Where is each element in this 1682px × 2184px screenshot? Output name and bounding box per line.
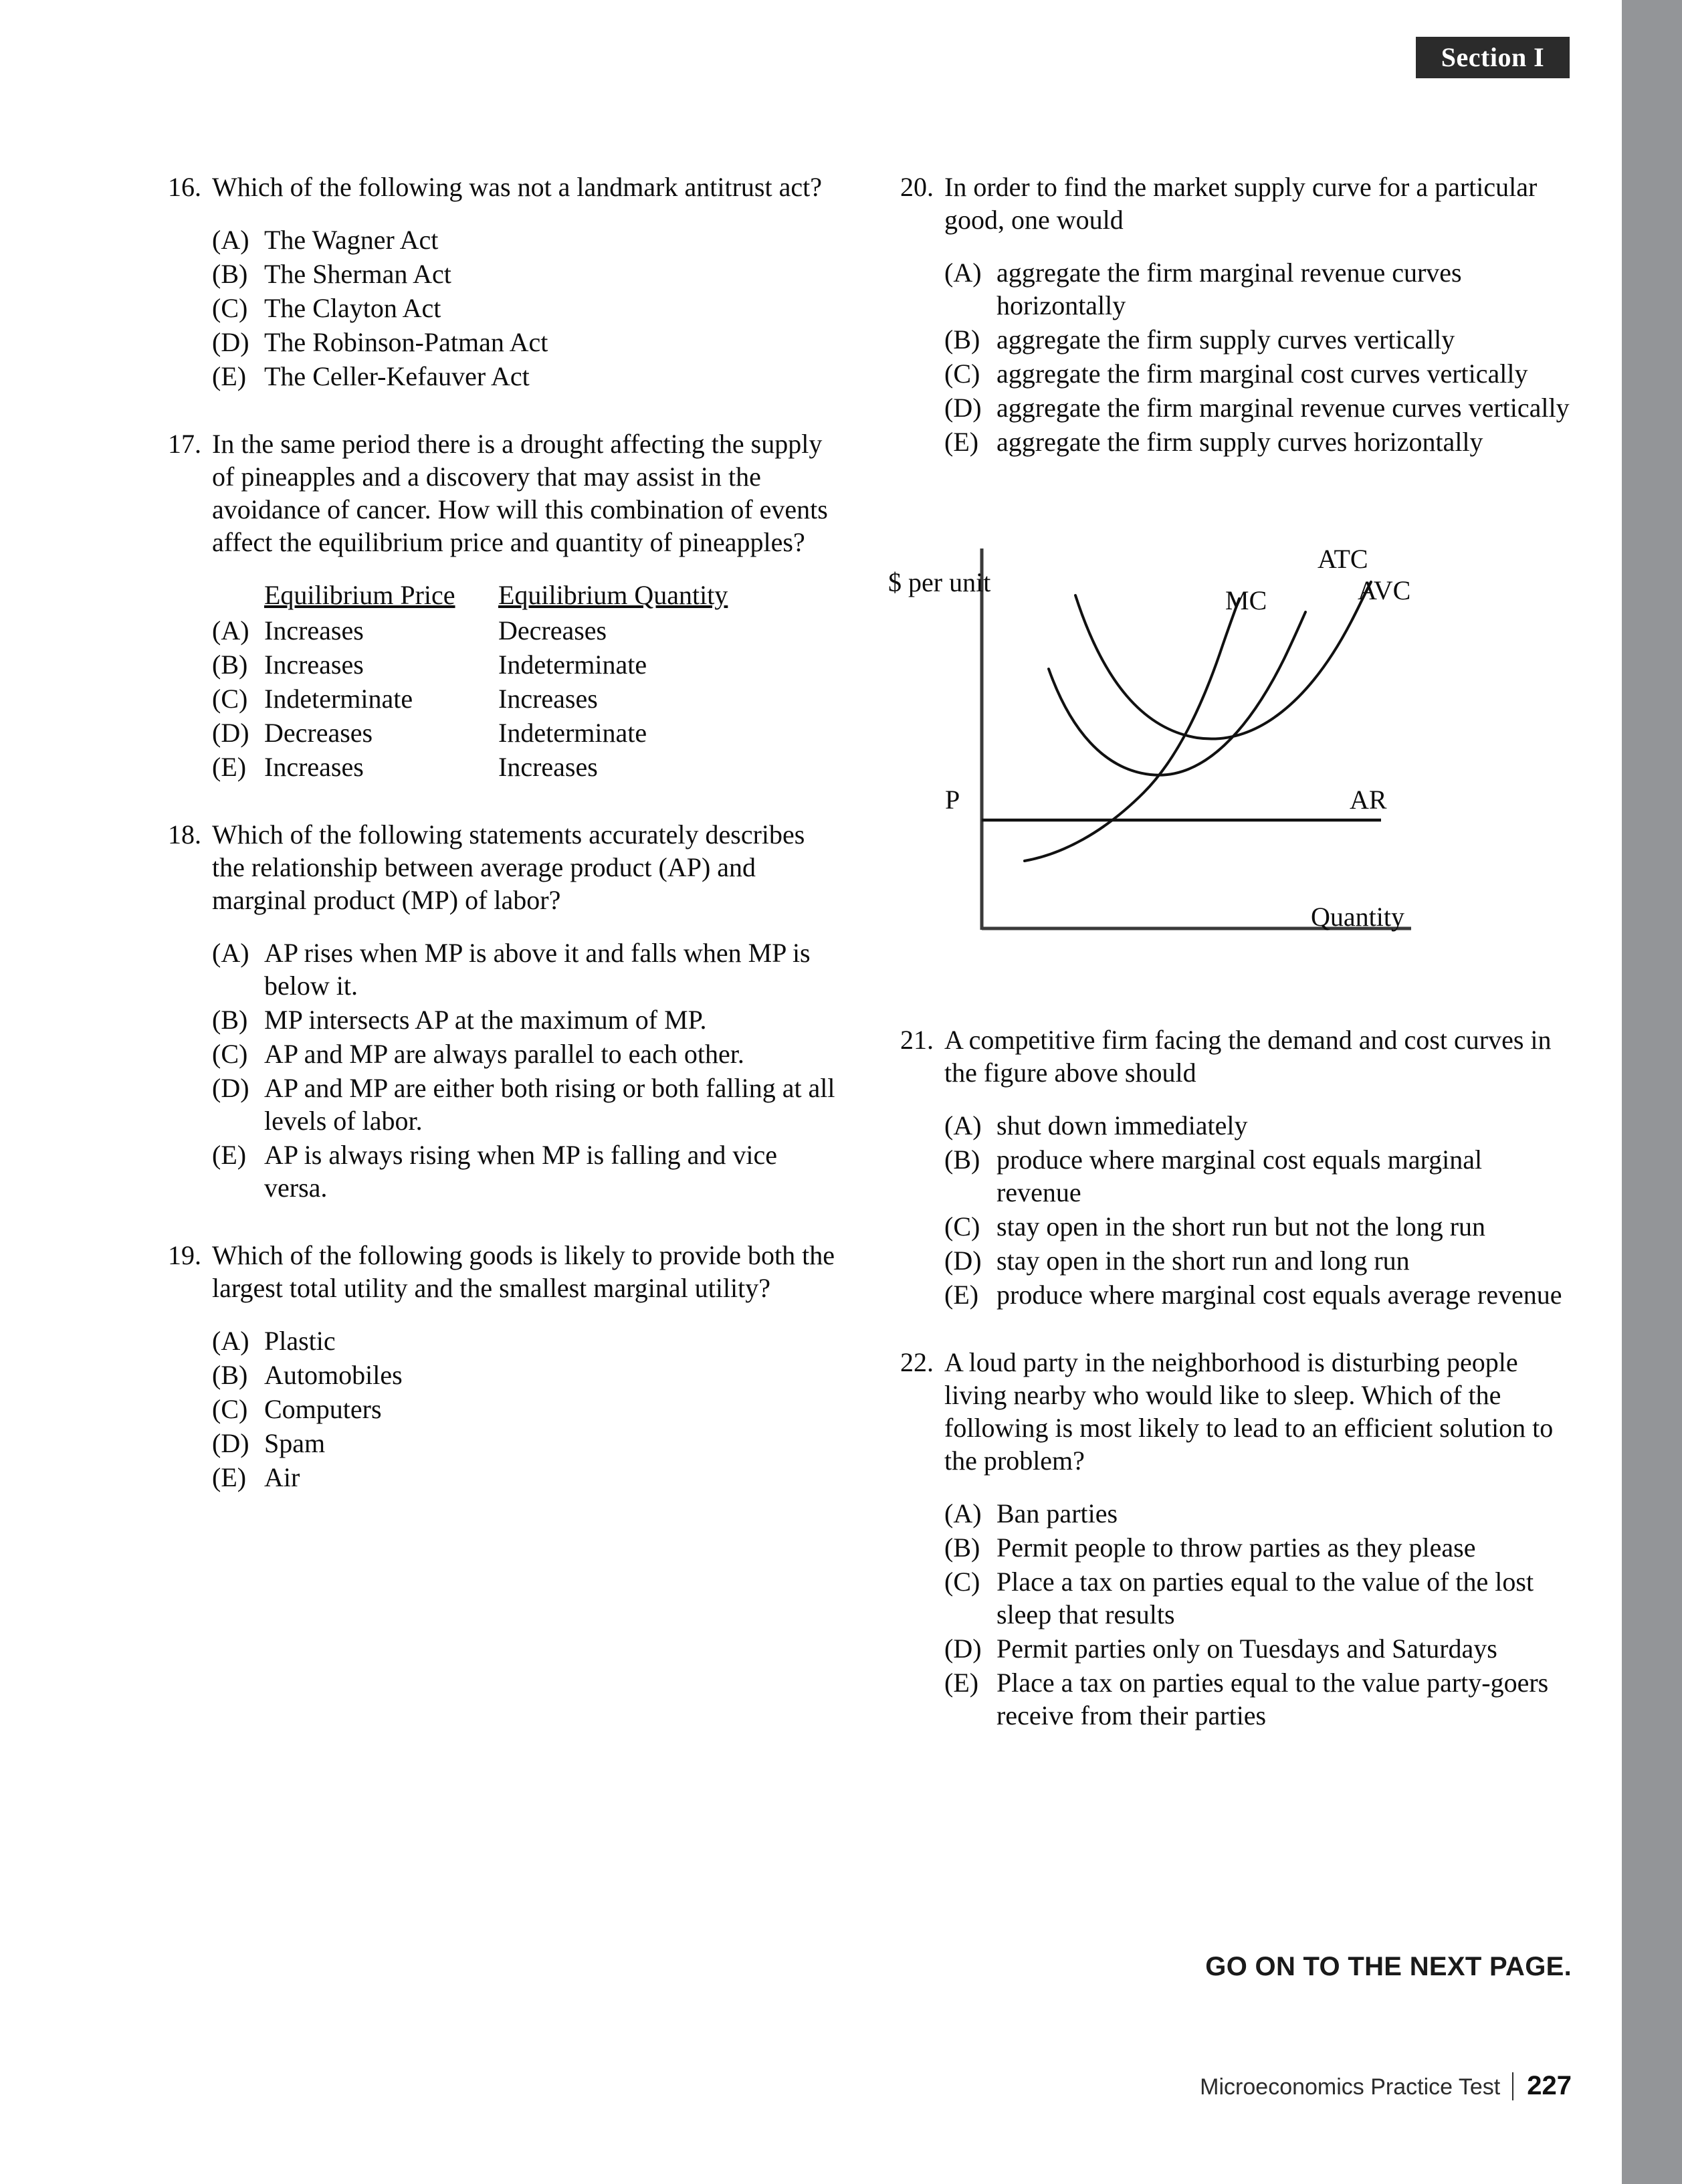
question-20 — [889, 171, 1572, 458]
question-text: Which of the following was not a landmark antitrust act? — [212, 172, 822, 202]
choice-text: Spam — [264, 1428, 326, 1458]
choice-price: Indeterminate — [264, 684, 413, 714]
choice-letter: (B) — [212, 1005, 248, 1035]
choice-letter: (E) — [212, 361, 247, 391]
choice-option[interactable] — [212, 751, 839, 783]
choice-option[interactable] — [212, 682, 839, 715]
choice-text: produce where marginal cost equals marginal revenue — [996, 1145, 1483, 1207]
choice-text: AP is always rising when MP is falling and vice versa. — [264, 1140, 777, 1203]
book-title: Microeconomics Practice Test — [1200, 2074, 1501, 2100]
choice-price: Decreases — [264, 718, 373, 748]
choice-letter: (B) — [944, 1145, 980, 1175]
choice-option[interactable] — [212, 1427, 839, 1460]
section-badge: Section I — [1416, 37, 1570, 78]
choice-list — [889, 1497, 1572, 1732]
choice-letter: (B) — [212, 1360, 248, 1390]
choice-option[interactable] — [212, 1072, 839, 1137]
choice-option[interactable] — [212, 1393, 839, 1425]
choice-text: Ban parties — [996, 1498, 1118, 1528]
choice-option[interactable] — [944, 256, 1572, 322]
choice-option[interactable] — [212, 1359, 839, 1391]
x-axis-label: Quantity — [1311, 902, 1404, 932]
choice-text: The Celler-Kefauver Act — [264, 361, 530, 391]
choice-letter: (A) — [212, 225, 249, 255]
choice-option[interactable] — [944, 1565, 1572, 1631]
question-16 — [157, 171, 839, 393]
choice-letter: (C) — [212, 1039, 248, 1069]
page-footer — [889, 2071, 1572, 2101]
question-number: 19. — [168, 1240, 201, 1270]
choice-text: Air — [264, 1462, 300, 1492]
choice-letter: (A) — [212, 615, 249, 646]
choice-option[interactable] — [212, 326, 839, 359]
choice-text: aggregate the firm marginal cost curves vertically — [996, 359, 1528, 389]
question-stem — [889, 1346, 1572, 1477]
right-column-top — [889, 171, 1572, 493]
question-18 — [157, 818, 839, 1204]
choice-letter: (C) — [944, 359, 980, 389]
choice-text: AP and MP are always parallel to each other. — [264, 1039, 744, 1069]
question-text: Which of the following goods is likely to provide both the largest total utility and the smallest marginal utility? — [212, 1240, 835, 1303]
question-number: 16. — [168, 172, 201, 202]
choice-letter: (A) — [944, 1110, 982, 1140]
choice-quantity: Indeterminate — [498, 650, 647, 680]
cost-curves-figure — [883, 528, 1592, 963]
choice-option[interactable] — [212, 936, 839, 1002]
choice-option[interactable] — [212, 1461, 839, 1494]
choice-list — [157, 1324, 839, 1494]
choice-letter: (E) — [944, 427, 979, 457]
choice-price: Increases — [264, 615, 364, 646]
choice-text: Permit people to throw parties as they please — [996, 1532, 1476, 1563]
choice-option[interactable] — [944, 425, 1572, 458]
choice-option[interactable] — [212, 1138, 839, 1204]
choice-text: stay open in the short run and long run — [996, 1246, 1410, 1276]
choice-option[interactable] — [944, 1632, 1572, 1665]
choice-option[interactable] — [944, 323, 1572, 356]
question-text: A competitive firm facing the demand and cost curves in the figure above should — [944, 1025, 1552, 1088]
question-17 — [157, 427, 839, 783]
question-text: In order to find the market supply curve for a particular good, one would — [944, 172, 1538, 235]
choice-letter: (E) — [212, 752, 247, 782]
question-19 — [157, 1239, 839, 1494]
choice-option[interactable] — [212, 1037, 839, 1070]
question-text: In the same period there is a drought affecting the supply of pineapples and a discovery that may assist in the avoidance of cancer. How will this combination of events affect the equilibrium price and quantity of pineapples? — [212, 429, 828, 557]
choice-option[interactable] — [212, 1324, 839, 1357]
choice-list — [157, 223, 839, 393]
choice-text: The Sherman Act — [264, 259, 451, 289]
choice-letter: (D) — [212, 1073, 249, 1103]
choice-text: Plastic — [264, 1326, 336, 1356]
choice-text: MP intersects AP at the maximum of MP. — [264, 1005, 707, 1035]
choice-quantity: Indeterminate — [498, 718, 647, 748]
choice-letter: (D) — [944, 1633, 982, 1664]
choice-text: AP rises when MP is above it and falls when MP is below it. — [264, 938, 811, 1001]
question-number: 20. — [900, 172, 934, 202]
choice-option[interactable] — [944, 1666, 1572, 1732]
mc-curve-label: MC — [1225, 585, 1267, 615]
question-number: 17. — [168, 429, 201, 459]
question-stem — [157, 1239, 839, 1304]
choice-option[interactable] — [212, 223, 839, 256]
choice-option[interactable] — [944, 1109, 1572, 1142]
choice-letter: (B) — [944, 1532, 980, 1563]
choice-text: Place a tax on parties equal to the value of the lost sleep that results — [996, 1567, 1534, 1629]
y-axis-label: $ per unit — [888, 567, 991, 597]
choice-letter: (B) — [944, 324, 980, 355]
choice-option[interactable] — [212, 648, 839, 681]
column-header-price: Equilibrium Price — [264, 580, 455, 610]
choice-option[interactable] — [944, 357, 1572, 390]
choice-option[interactable] — [212, 360, 839, 393]
choice-option[interactable] — [944, 1531, 1572, 1564]
choice-text: aggregate the firm marginal revenue curves vertically — [996, 393, 1570, 423]
choice-letter: (E) — [212, 1140, 247, 1170]
choice-option[interactable] — [212, 292, 839, 324]
choice-option[interactable] — [944, 1497, 1572, 1530]
page-edge-bar — [1622, 0, 1682, 2184]
choice-text: stay open in the short run but not the long run — [996, 1211, 1486, 1242]
question-stem — [157, 818, 839, 916]
choice-letter: (C) — [212, 1394, 248, 1424]
choice-letter: (A) — [212, 1326, 249, 1356]
choice-letter: (C) — [212, 684, 248, 714]
choice-letter: (C) — [212, 293, 248, 323]
atc-curve-label: ATC — [1318, 544, 1368, 574]
choice-text: The Wagner Act — [264, 225, 439, 255]
choice-text: AP and MP are either both rising or both falling at all levels of labor. — [264, 1073, 835, 1136]
choice-list — [157, 936, 839, 1204]
choice-quantity: Decreases — [498, 615, 607, 646]
choice-letter: (D) — [944, 393, 982, 423]
page-number: 227 — [1527, 2071, 1572, 2100]
price-tick-label: P — [945, 785, 960, 815]
column-header-quantity: Equilibrium Quantity — [498, 580, 728, 610]
left-column — [157, 171, 839, 1528]
choice-price: Increases — [264, 650, 364, 680]
table-header-row — [212, 579, 839, 611]
choice-letter: (C) — [944, 1211, 980, 1242]
ar-curve-label: AR — [1350, 785, 1387, 815]
choice-text: aggregate the firm marginal revenue curves horizontally — [996, 258, 1462, 320]
question-stem — [889, 171, 1572, 236]
choice-letter: (A) — [212, 938, 249, 968]
question-number: 18. — [168, 819, 201, 850]
right-column-bottom — [889, 1023, 1572, 1767]
choice-option[interactable] — [944, 1210, 1572, 1243]
choice-letter: (E) — [212, 1462, 247, 1492]
choice-list — [889, 256, 1572, 458]
choice-letter: (A) — [944, 258, 982, 288]
choice-letter: (D) — [212, 327, 249, 357]
choice-text: Permit parties only on Tuesdays and Saturdays — [996, 1633, 1497, 1664]
choice-option[interactable] — [212, 716, 839, 749]
choice-text: Computers — [264, 1394, 382, 1424]
avc-curve-label: AVC — [1358, 575, 1411, 605]
question-21 — [889, 1023, 1572, 1311]
choice-text: produce where marginal cost equals average revenue — [996, 1280, 1562, 1310]
choice-option[interactable] — [944, 391, 1572, 424]
choice-text: The Robinson-Patman Act — [264, 327, 548, 357]
choice-option[interactable] — [212, 614, 839, 647]
choice-text: shut down immediately — [996, 1110, 1248, 1140]
question-stem — [157, 171, 839, 203]
footer-divider — [1512, 2072, 1513, 2100]
question-stem — [157, 427, 839, 559]
choice-option[interactable] — [944, 1278, 1572, 1311]
choice-letter: (E) — [944, 1668, 979, 1698]
go-on-notice: GO ON TO THE NEXT PAGE. — [1205, 1952, 1572, 1981]
choice-option[interactable] — [212, 258, 839, 290]
choice-letter: (D) — [212, 718, 249, 748]
choice-option[interactable] — [944, 1244, 1572, 1277]
choice-quantity: Increases — [498, 752, 598, 782]
question-stem — [889, 1023, 1572, 1089]
choice-letter: (B) — [212, 650, 248, 680]
question-22 — [889, 1346, 1572, 1732]
choice-letter: (C) — [944, 1567, 980, 1597]
choice-text: aggregate the firm supply curves horizontally — [996, 427, 1483, 457]
question-number: 22. — [900, 1347, 934, 1377]
choice-option[interactable] — [212, 1003, 839, 1036]
question-text: A loud party in the neighborhood is disturbing people living nearby who would like to sleep. Which of the following is most likely to lead to an efficient solution to the problem? — [944, 1347, 1554, 1476]
choice-text: aggregate the firm supply curves vertically — [996, 324, 1455, 355]
choice-price: Increases — [264, 752, 364, 782]
choice-quantity: Increases — [498, 684, 598, 714]
choice-list — [889, 1109, 1572, 1311]
choice-letter: (A) — [944, 1498, 982, 1528]
choice-text: Automobiles — [264, 1360, 403, 1390]
choice-table — [157, 579, 839, 783]
question-number: 21. — [900, 1025, 934, 1055]
choice-option[interactable] — [944, 1143, 1572, 1209]
choice-letter: (D) — [212, 1428, 249, 1458]
atc-curve — [1075, 582, 1371, 739]
choice-letter: (D) — [944, 1246, 982, 1276]
choice-letter: (B) — [212, 259, 248, 289]
choice-text: The Clayton Act — [264, 293, 441, 323]
question-text: Which of the following statements accurately describes the relationship between average product (AP) and marginal product (MP) of labor? — [212, 819, 805, 915]
choice-text: Place a tax on parties equal to the value party-goers receive from their parties — [996, 1668, 1549, 1730]
choice-letter: (E) — [944, 1280, 979, 1310]
